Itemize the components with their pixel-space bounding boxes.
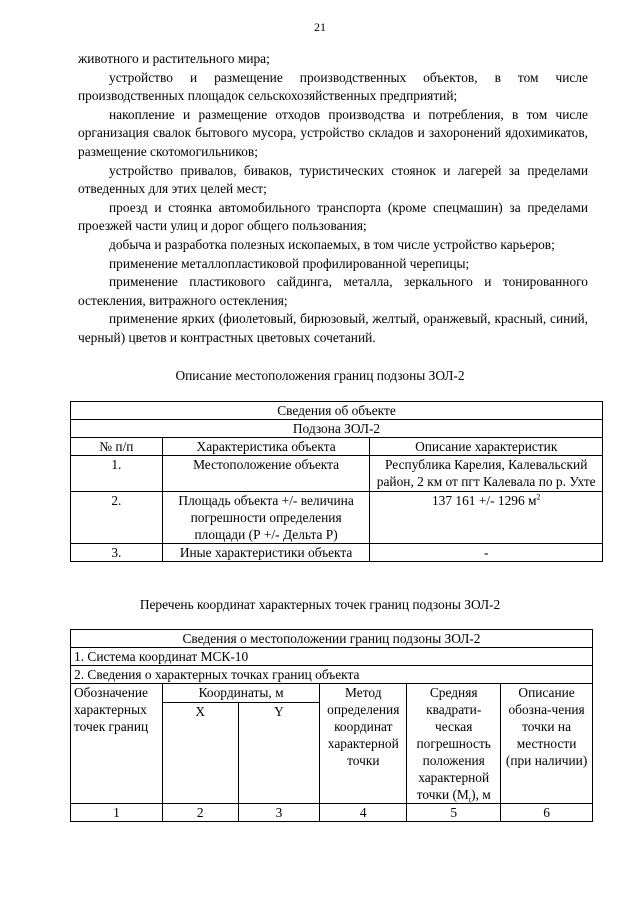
column-number: 5: [407, 804, 501, 822]
column-header: Характеристика объекта: [162, 438, 370, 456]
column-number: 3: [238, 804, 320, 822]
column-header-y: Y: [238, 703, 320, 804]
table2-header-main: Сведения о местоположении границ подзоны ЗОЛ-2: [71, 630, 593, 648]
row-number: 3.: [71, 544, 163, 562]
paragraph: применение ярких (фиолетовый, бирюзовый, желтый, оранжевый, красный, синий, черный) цветов и контрастных цветовых сочетаний.: [78, 311, 588, 345]
column-header-designation: Обозначение характерных точек границ: [71, 684, 163, 804]
paragraph: устройство привалов, биваков, туристических стоянок и лагерей за пределами отведенных для этих целей мест;: [78, 162, 588, 197]
column-header: Описание характеристик: [370, 438, 603, 456]
column-header-error: Средняя квадрати-ческая погрешность положения характерной точки $(M_t)$, м: [407, 684, 501, 804]
row-description: Республика Карелия, Калевальский район, 2 км от пгт Калевала по р. Ухте: [370, 456, 603, 492]
table-row: [71, 544, 603, 562]
row-number: 2.: [71, 492, 163, 544]
page-number: 21: [314, 20, 326, 34]
table-header-row: [71, 684, 593, 703]
column-header-description: Описание обозна-чения точки на местности (при наличии): [501, 684, 593, 804]
coordinate-system: 1. Система координат МСК-10: [71, 648, 593, 666]
table-row: [71, 456, 603, 492]
coordinates-table: [70, 629, 593, 822]
column-header: № п/п: [71, 438, 163, 456]
paragraph: применение пластикового сайдинга, металла, зеркального и тонированного остекления, витражного остекления;: [78, 274, 588, 308]
column-number: 4: [320, 804, 407, 822]
table-row: [71, 492, 603, 544]
column-number: 1: [71, 804, 163, 822]
row-characteristic: Иные характеристики объекта: [162, 544, 370, 562]
paragraph: животного и растительного мира;: [78, 51, 270, 66]
table1-header-main: Сведения об объекте: [71, 402, 603, 420]
column-number: 2: [162, 804, 238, 822]
column-number-row: [71, 804, 593, 822]
area-value: 137 161 +/- 1296 м: [431, 493, 537, 508]
table1-caption: Описание местоположения границ подзоны ЗОЛ-2: [175, 368, 465, 383]
table-header-row: [71, 438, 603, 456]
paragraph: добыча и разработка полезных ископаемых, в том числе устройство карьеров;: [109, 236, 555, 252]
column-header-x: X: [162, 703, 238, 804]
paragraph: накопление и размещение отходов производства и потребления, в том числе организация свалок бытового мусора, устройство складов и захоронений ядохимикатов, размещение скотомогильников;: [78, 106, 588, 159]
row-number: 1.: [71, 456, 163, 492]
paragraph: устройство и размещение производственных объектов, в том числе производственных площадок сельскохозяйственных предприятий;: [78, 69, 588, 104]
object-info-table: [70, 401, 603, 562]
table2-caption: Перечень координат характерных точек границ подзоны ЗОЛ-2: [139, 597, 501, 612]
row-description: -: [370, 544, 603, 562]
area-unit-exponent: 2: [536, 492, 541, 502]
table1-header-sub: Подзона ЗОЛ-2: [71, 420, 603, 438]
paragraph: применение металлопластиковой профилированной черепицы;: [109, 255, 470, 271]
row-description: [370, 492, 603, 544]
column-number: 6: [501, 804, 593, 822]
paragraph: проезд и стоянка автомобильного транспорта (кроме спецмашин) за пределами проезжей части улиц и дорог общего пользования;: [78, 199, 588, 234]
column-header-coordinates: Координаты, м: [162, 684, 319, 703]
column-header-method: Метод определения координат характерной точки: [320, 684, 407, 804]
body-text: [78, 50, 588, 348]
row-characteristic: Местоположение объекта: [162, 456, 370, 492]
row-characteristic: Площадь объекта +/- величина погрешности определения площади (Р +/- Дельта Р): [162, 492, 370, 544]
points-section-title: 2. Сведения о характерных точках границ объекта: [71, 666, 593, 684]
